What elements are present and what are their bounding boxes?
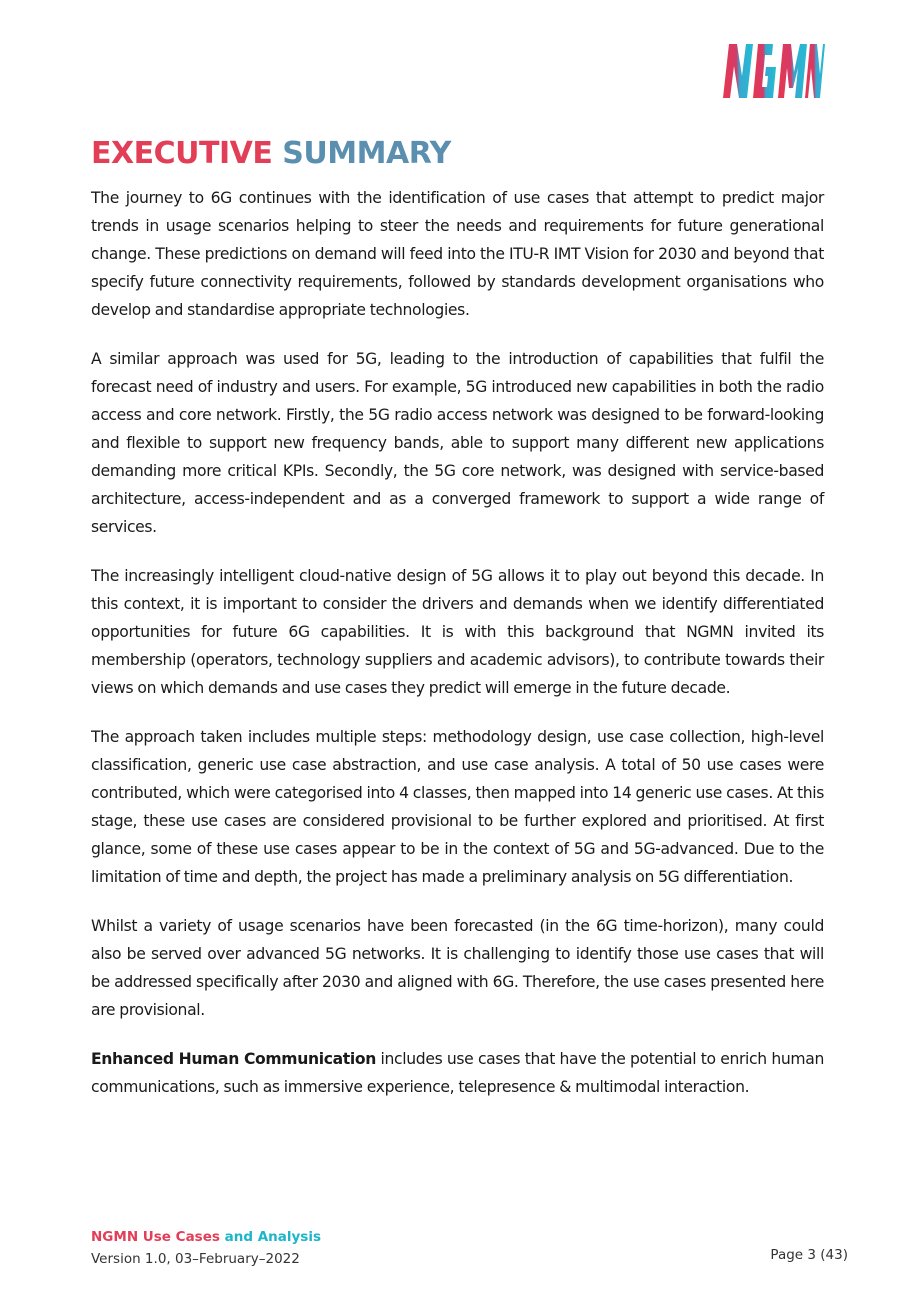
paragraph-cloud-native: The increasingly intelligent cloud-native design of 5G allows it to play out beyond this decade. In this context, it is important to consider the drivers and demands when we identify differentiated opportunities for future 6G capabilities. It is with this background that NGMN invited its membership (operators, technology suppliers and academic advisors), to contribute towards their views on which demands and use cases they predict will emerge in the future decade.	[91, 567, 824, 697]
paragraph-5g-approach: A similar approach was used for 5G, leading to the introduction of capabilities that fulfil the forecast need of industry and users. For example, 5G introduced new capabilities in both the radio access and core network. Firstly, the 5G radio access network was designed to be forward-looking and flexible to support new frequency bands, able to support many different new applications demanding more critical KPIs. Secondly, the 5G core network, was designed with service-based architecture, access-independent and as a converged framework to support a wide range of services.	[91, 350, 824, 536]
enhanced-human-communication-text: includes use cases that have the potential to enrich human communications, such as immersive experience, telepresence & multimodal interaction.	[91, 1050, 824, 1096]
title-word-executive: EXECUTIVE	[91, 136, 273, 171]
footer-document-title	[91, 1226, 321, 1248]
footer-version: Version 1.0, 03–February–2022	[91, 1251, 300, 1267]
footer	[91, 1226, 321, 1270]
footer-title-part1: NGMN Use Cases	[91, 1229, 225, 1245]
paragraph-enhanced-human-communication	[91, 1045, 824, 1101]
title-word-summary: SUMMARY	[282, 136, 451, 171]
footer-title-part2: and Analysis	[224, 1229, 321, 1245]
paragraph-approach-steps: The approach taken includes multiple steps: methodology design, use case collection, high-level classification, generic use case abstraction, and use case analysis. A total of 50 use cases were contributed, which were categorised into 4 classes, then mapped into 14 generic use cases. At this stage, these use cases are considered provisional to be further explored and prioritised. At first glance, some of these use cases appear to be in the context of 5G and 5G-advanced. Due to the limitation of time and depth, the project has made a preliminary analysis on 5G differentiation.	[91, 728, 824, 886]
paragraph-journey-to-6g: The journey to 6G continues with the identification of use cases that attempt to predict major trends in usage scenarios helping to steer the needs and requirements for future generational change. These predictions on demand will feed into the ITU-R IMT Vision for 2030 and beyond that specify future connectivity requirements, followed by standards development organisations who develop and standardise appropriate technologies.	[91, 189, 824, 319]
page-number: Page 3 (43)	[770, 1247, 848, 1263]
page-title	[91, 134, 824, 174]
enhanced-human-communication-term: Enhanced Human Communication	[91, 1050, 376, 1068]
main-content	[91, 134, 824, 1122]
paragraph-usage-scenarios: Whilst a variety of usage scenarios have been forecasted (in the 6G time-horizon), many could also be served over advanced 5G networks. It is challenging to identify those use cases that will be addressed specifically after 2030 and aligned with 6G. Therefore, the use cases presented here are provisional.	[91, 917, 824, 1019]
ngmn-logo	[721, 42, 825, 100]
